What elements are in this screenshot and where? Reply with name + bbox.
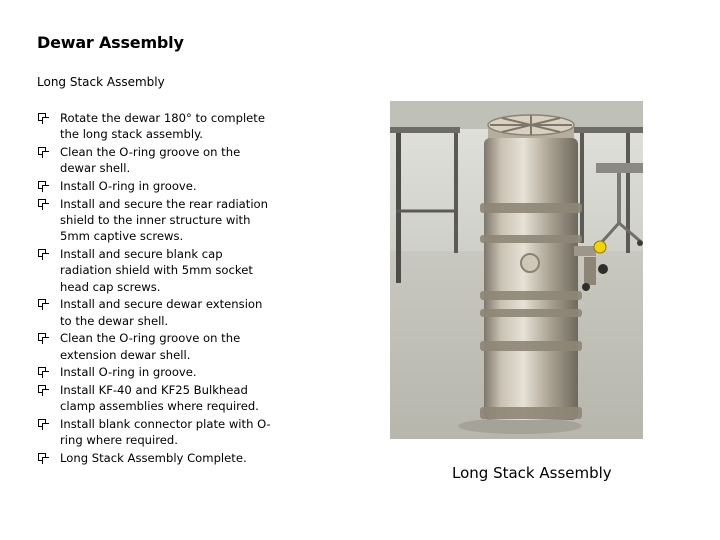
photo-table-leg <box>580 133 584 243</box>
step-text: Clean the O-ring groove on the extension dewar shell. <box>60 331 241 362</box>
checkbox-bullet-icon <box>38 299 46 307</box>
checkbox-bullet-icon <box>38 419 46 427</box>
photo-chair-wheel <box>637 240 643 246</box>
step-text: Install O-ring in groove. <box>60 178 197 193</box>
step-text: Install and secure dewar extension to the dewar shell. <box>60 297 263 328</box>
photo-chair-post <box>617 173 621 223</box>
list-item <box>37 450 272 466</box>
checkbox-bullet-icon <box>38 453 46 461</box>
list-item <box>37 110 272 143</box>
step-text: Long Stack Assembly Complete. <box>60 450 247 465</box>
step-text: Install blank connector plate with O-ring where required. <box>60 416 271 448</box>
dewar-photo <box>390 101 643 439</box>
page-title: Dewar Assembly <box>37 33 184 52</box>
step-text: Install and secure the rear radiation shield to the inner structure with 5mm captive screws. <box>60 196 268 244</box>
photo-table-leg <box>454 133 458 253</box>
checkbox-bullet-icon <box>38 385 46 393</box>
list-item <box>37 196 272 245</box>
page-subtitle: Long Stack Assembly <box>37 75 165 89</box>
checkbox-bullet-icon <box>38 181 46 189</box>
checkbox-bullet-icon <box>38 113 46 121</box>
checkbox-bullet-icon <box>38 147 46 155</box>
assembly-steps-list <box>37 110 272 468</box>
photo-chair-seat <box>596 163 643 173</box>
photo-top-spokes <box>490 115 572 135</box>
photo-dewar-body <box>484 138 578 420</box>
photo-table-leg <box>626 133 630 253</box>
list-item <box>37 144 272 177</box>
checkbox-bullet-icon <box>38 333 46 341</box>
photo-table-leg <box>396 133 401 283</box>
list-item <box>37 246 272 295</box>
step-text: Install KF-40 and KF25 Bulkhead clamp assemblies where required. <box>60 382 259 414</box>
checkbox-bullet-icon <box>38 249 46 257</box>
photo-shadow <box>458 418 582 434</box>
list-item <box>37 416 272 449</box>
list-item <box>37 296 272 329</box>
photo-table-edge <box>390 127 460 133</box>
photo-caption: Long Stack Assembly <box>452 464 612 482</box>
list-item <box>37 330 272 363</box>
step-text: Clean the O-ring groove on the dewar shell. <box>60 144 241 176</box>
list-item <box>37 178 272 194</box>
checkbox-bullet-icon <box>38 367 46 375</box>
step-text: Rotate the dewar 180° to complete the long stack assembly. <box>60 111 265 142</box>
step-text: Install O-ring in groove. <box>60 365 197 380</box>
checkbox-bullet-icon <box>38 199 46 207</box>
photo-table-edge-right <box>565 127 643 133</box>
dewar-photo-icon <box>390 101 643 439</box>
photo-port-flange <box>521 254 539 272</box>
list-item <box>37 382 272 415</box>
step-text: Install and secure blank cap radiation shield with 5mm socket head cap screws. <box>60 246 253 294</box>
list-item <box>37 364 272 380</box>
